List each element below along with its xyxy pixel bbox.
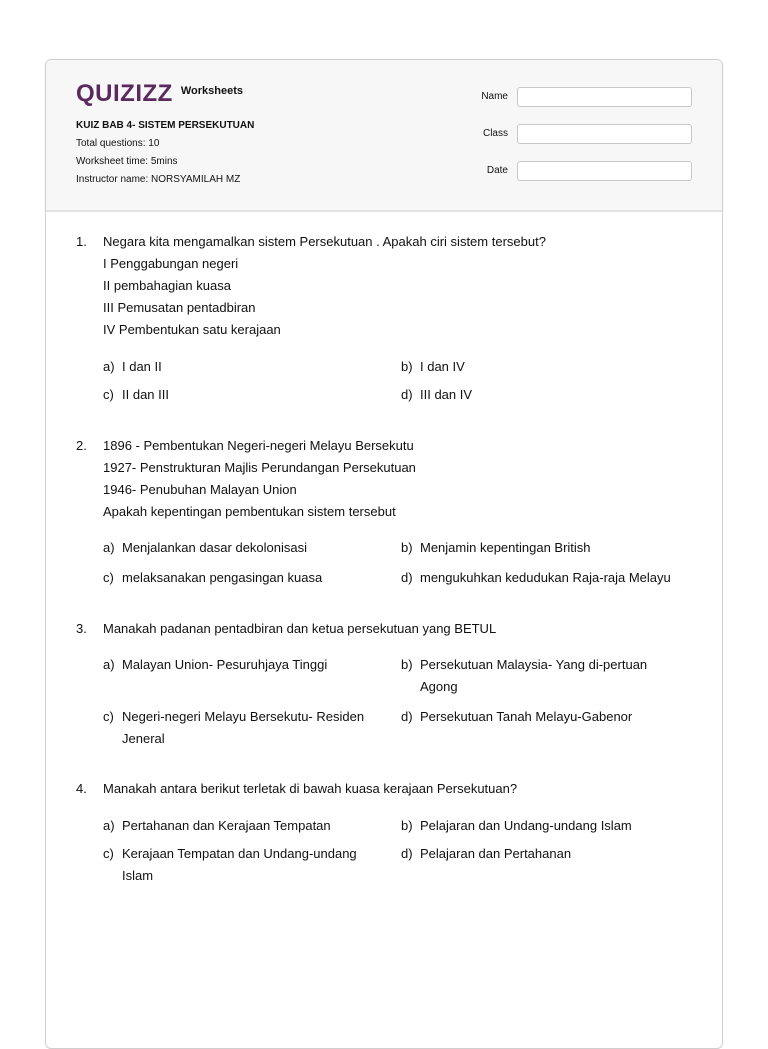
option-letter: d): [401, 570, 413, 585]
option-text: mengukuhkan kedudukan Raja-raja Melayu: [420, 570, 671, 585]
option-2b: [401, 537, 673, 559]
option-4d: [401, 843, 673, 865]
instructor-name: Instructor name: NORSYAMILAH MZ: [76, 174, 241, 185]
option-2d: [401, 567, 701, 589]
question-line: 1927- Penstrukturan Majlis Perundangan Persekutuan: [103, 460, 416, 475]
option-letter: c): [103, 387, 114, 402]
worksheet-header: [46, 60, 722, 212]
question-text: [103, 435, 696, 523]
question-text: [103, 618, 696, 640]
date-field[interactable]: [517, 161, 692, 181]
option-text: Kerajaan Tempatan dan Undang-undang Islam: [122, 846, 357, 883]
question-line: 1896 - Pembentukan Negeri-negeri Melayu Bersekutu: [103, 438, 414, 453]
option-letter: b): [401, 657, 413, 672]
option-text: Menjamin kepentingan British: [420, 540, 591, 555]
question-line: Negara kita mengamalkan sistem Persekutuan . Apakah ciri sistem tersebut?: [103, 234, 546, 249]
question-line: II pembahagian kuasa: [103, 278, 231, 293]
option-text: III dan IV: [420, 387, 473, 402]
option-text: melaksanakan pengasingan kuasa: [122, 570, 323, 585]
option-text: Pertahanan dan Kerajaan Tempatan: [122, 818, 331, 833]
class-label: Class: [482, 128, 508, 139]
quizizz-logo: [76, 80, 243, 108]
option-letter: c): [103, 570, 114, 585]
option-3a: [103, 654, 375, 676]
option-text: Persekutuan Tanah Melayu-Gabenor: [420, 709, 633, 724]
option-letter: d): [401, 846, 413, 861]
option-2a: [103, 537, 375, 559]
option-text: Negeri-negeri Melayu Bersekutu- Residen Jeneral: [122, 709, 365, 746]
question-4: [76, 778, 696, 800]
option-letter: b): [401, 540, 413, 555]
question-number: 1.: [76, 234, 87, 249]
option-letter: d): [401, 709, 413, 724]
question-line: Manakah antara berikut terletak di bawah kuasa kerajaan Persekutuan?: [103, 781, 518, 796]
option-3c: [103, 706, 383, 750]
question-number: 2.: [76, 438, 87, 453]
option-text: I dan II: [122, 359, 162, 374]
class-field[interactable]: [517, 124, 692, 144]
option-2c: [103, 567, 375, 589]
option-4c: [103, 843, 368, 887]
question-line: I Penggabungan negeri: [103, 256, 239, 271]
option-1a: [103, 356, 375, 378]
question-line: 1946- Penubuhan Malayan Union: [103, 482, 297, 497]
option-1d: [401, 384, 673, 406]
option-4a: [103, 815, 375, 837]
quiz-title: KUIZ BAB 4- SISTEM PERSEKUTUAN: [76, 120, 255, 131]
option-text: Malayan Union- Pesuruhjaya Tinggi: [122, 657, 328, 672]
option-letter: c): [103, 846, 114, 861]
option-letter: c): [103, 709, 114, 724]
option-3d: [401, 706, 681, 728]
option-text: II dan III: [122, 387, 169, 402]
question-number: 4.: [76, 781, 87, 796]
question-2: [76, 435, 696, 523]
option-text: I dan IV: [420, 359, 465, 374]
option-text: Pelajaran dan Pertahanan: [420, 846, 572, 861]
option-letter: b): [401, 818, 413, 833]
question-3: [76, 618, 696, 640]
question-text: [103, 231, 696, 341]
question-text: [103, 778, 696, 800]
logo-subtitle: Worksheets: [180, 85, 243, 97]
option-letter: a): [103, 359, 115, 374]
option-letter: a): [103, 540, 115, 555]
option-text: Pelajaran dan Undang-undang Islam: [420, 818, 632, 833]
question-line: Manakah padanan pentadbiran dan ketua persekutuan yang BETUL: [103, 621, 497, 636]
question-number: 3.: [76, 621, 87, 636]
logo-wordmark: QUIZIZZ: [76, 80, 173, 107]
option-text: Menjalankan dasar dekolonisasi: [122, 540, 308, 555]
option-letter: b): [401, 359, 413, 374]
option-letter: d): [401, 387, 413, 402]
name-field[interactable]: [517, 87, 692, 107]
option-letter: a): [103, 818, 115, 833]
worksheet-time: Worksheet time: 5mins: [76, 156, 178, 167]
option-1c: [103, 384, 375, 406]
question-1: [76, 231, 696, 341]
worksheet-page: [45, 59, 723, 1049]
option-3b: [401, 654, 676, 698]
option-letter: a): [103, 657, 115, 672]
date-label: Date: [486, 165, 508, 176]
option-1b: [401, 356, 673, 378]
option-text: Persekutuan Malaysia- Yang di-pertuan Agong: [420, 657, 648, 694]
question-line: IV Pembentukan satu kerajaan: [103, 322, 281, 337]
question-line: Apakah kepentingan pembentukan sistem tersebut: [103, 504, 396, 519]
question-line: III Pemusatan pentadbiran: [103, 300, 256, 315]
name-label: Name: [481, 91, 508, 102]
total-questions: Total questions: 10: [76, 138, 160, 149]
option-4b: [401, 815, 681, 837]
